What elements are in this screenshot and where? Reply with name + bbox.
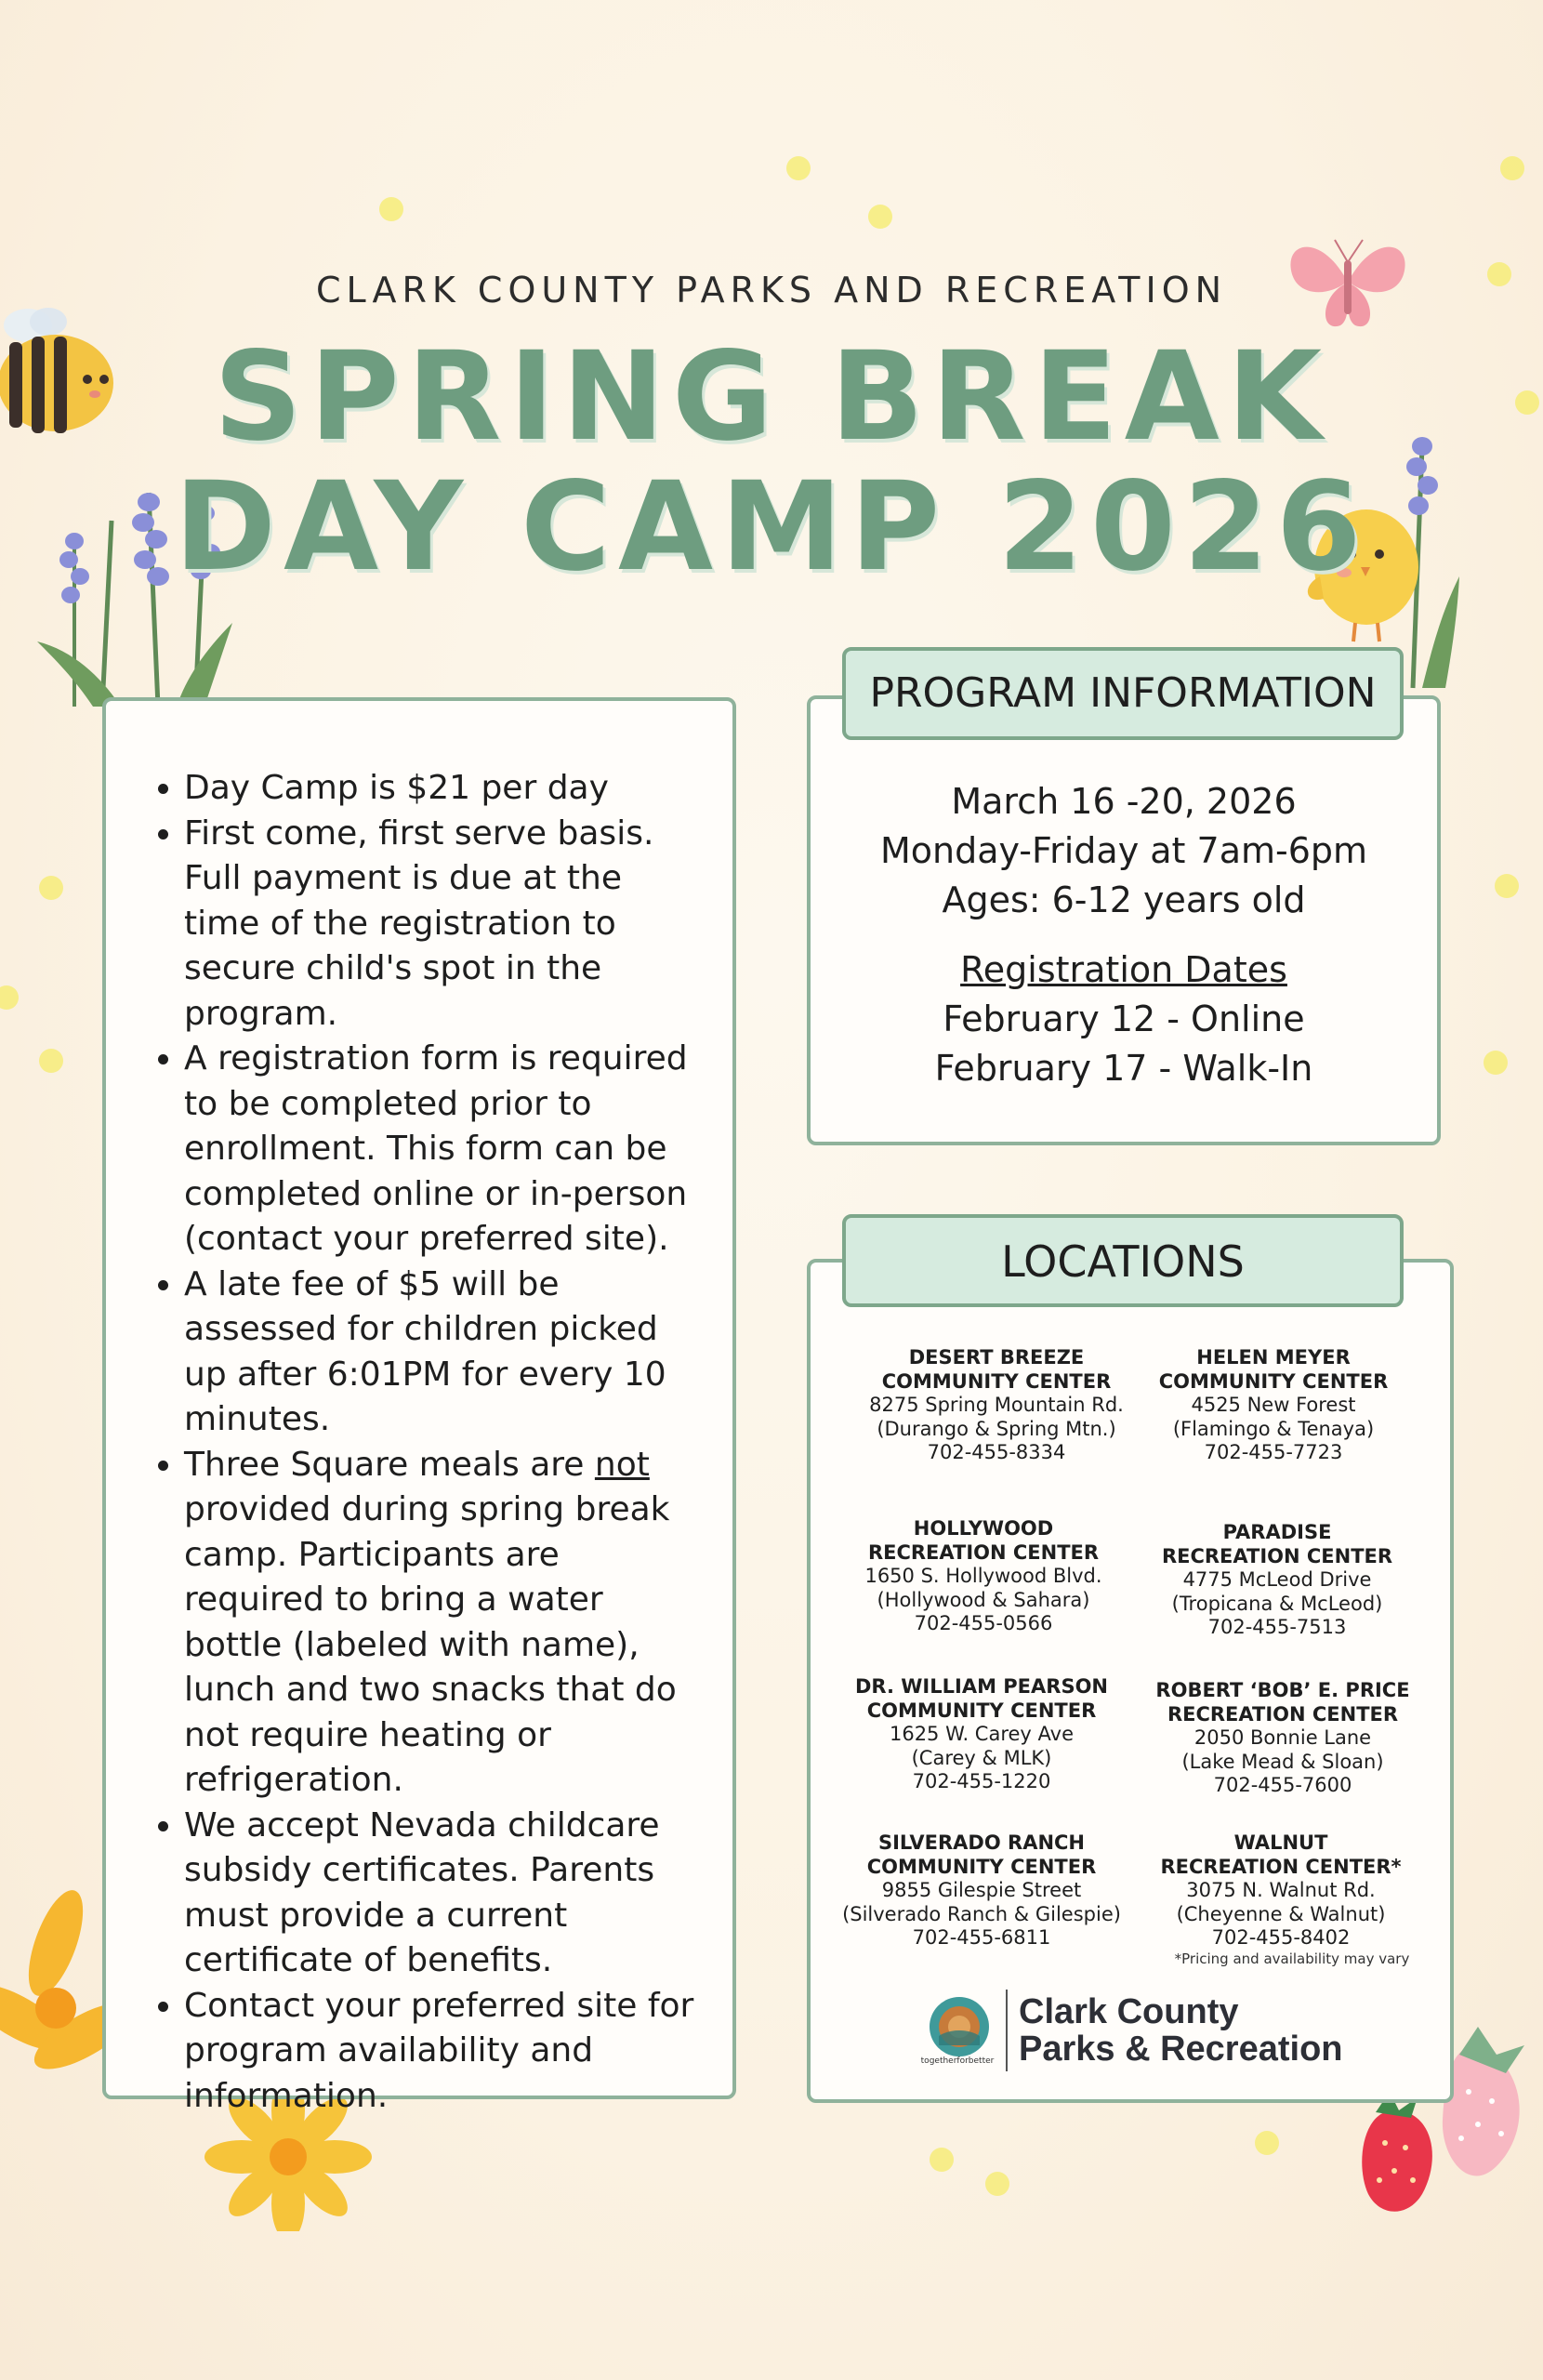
location-name: RECREATION CENTER — [1161, 1544, 1393, 1567]
location-phone: 702-455-8402 — [1211, 1926, 1351, 1949]
yellow-dot — [39, 876, 63, 900]
location-name: RECREATION CENTER — [1167, 1702, 1399, 1726]
yellow-dot — [1495, 874, 1519, 898]
location-address: 1625 W. Carey Ave — [889, 1723, 1075, 1745]
logo-tagline: togetherforbetter — [920, 2056, 995, 2066]
registration-online: February 12 - Online — [943, 998, 1305, 1039]
location-name: HELEN MEYER — [1196, 1346, 1351, 1368]
location-cross-streets: (Lake Mead & Sloan) — [1181, 1750, 1384, 1773]
list-item: • First come, first serve basis. Full payment is due at the time of the registration to secure child's spot in the program. — [184, 812, 705, 1038]
logo-wordmark — [1019, 1993, 1343, 2068]
list-item — [184, 1443, 705, 1804]
title-line-1: SPRING BREAK — [213, 325, 1330, 469]
logo-divider — [1006, 1990, 1008, 2071]
location-phone: 702-455-7513 — [1207, 1616, 1347, 1638]
location-entry — [1132, 1831, 1430, 1950]
logo-line-2: Parks & Recreation — [1019, 2030, 1343, 2069]
location-phone: 702-455-1220 — [912, 1770, 1051, 1792]
location-entry — [1125, 1346, 1422, 1465]
location-name: DR. WILLIAM PEARSON — [854, 1675, 1108, 1698]
title-line-2: DAY CAMP 2026 — [174, 456, 1369, 599]
list-item: • We accept Nevada childcare subsidy certificates. Parents must provide a current certificate of benefits. — [184, 1804, 705, 1984]
location-cross-streets: (Hollywood & Sahara) — [877, 1588, 1090, 1611]
yellow-dot — [1255, 2131, 1279, 2155]
list-item: • Contact your preferred site for program availability and information. — [184, 1984, 705, 2120]
location-cross-streets: (Durango & Spring Mtn.) — [877, 1417, 1116, 1440]
location-name: RECREATION CENTER — [867, 1540, 1100, 1564]
yellow-dot — [930, 2148, 954, 2172]
location-entry — [1128, 1521, 1426, 1640]
location-name: COMMUNITY CENTER — [881, 1369, 1112, 1393]
meals-text-start: Three Square meals are — [184, 1445, 595, 1484]
underlined-word: not — [594, 1445, 650, 1484]
yellow-dot — [1500, 156, 1524, 180]
location-name: HOLLYWOOD — [913, 1517, 1054, 1540]
location-name: RECREATION CENTER* — [1160, 1855, 1402, 1878]
program-ages: Ages: 6-12 years old — [942, 879, 1306, 920]
program-information-heading: PROGRAM INFORMATION — [842, 647, 1404, 740]
camp-details-list — [106, 701, 732, 2119]
list-item: • A late fee of $5 will be assessed for children picked up after 6:01PM for every 10 minutes. — [184, 1263, 705, 1443]
location-name: SILVERADO RANCH — [877, 1831, 1086, 1854]
location-entry — [833, 1675, 1130, 1794]
list-item: • A registration form is required to be completed prior to enrollment. This form can be completed online or in-person (contact your preferred site). — [184, 1037, 705, 1263]
location-phone: 702-455-8334 — [927, 1441, 1066, 1463]
location-address: 4525 New Forest — [1191, 1394, 1356, 1416]
location-cross-streets: (Silverado Ranch & Gilespie) — [842, 1902, 1121, 1925]
location-entry — [833, 1831, 1130, 1950]
yellow-dot — [0, 985, 19, 1010]
program-hours: Monday-Friday at 7am-6pm — [879, 830, 1368, 871]
yellow-dot — [39, 1049, 63, 1073]
location-name: ROBERT ‘BOB’ E. PRICE — [1155, 1679, 1410, 1701]
location-phone: 702-455-0566 — [914, 1612, 1053, 1634]
pricing-note: *Pricing and availability may vary — [1174, 1950, 1410, 1967]
logo-line-1: Clark County — [1019, 1992, 1239, 2031]
location-name: DESERT BREEZE — [908, 1346, 1085, 1368]
yellow-dot — [868, 205, 892, 229]
yellow-dot — [786, 156, 811, 180]
program-information-body — [807, 777, 1441, 1093]
location-phone: 702-455-7600 — [1213, 1774, 1352, 1796]
clark-county-logo-icon — [926, 1993, 993, 2060]
location-phone: 702-455-7723 — [1204, 1441, 1343, 1463]
location-entry — [1134, 1679, 1431, 1798]
location-entry — [848, 1346, 1145, 1465]
yellow-dot — [379, 197, 403, 221]
location-address: 8275 Spring Mountain Rd. — [869, 1394, 1124, 1416]
yellow-dot — [985, 2172, 1009, 2196]
location-cross-streets: (Flamingo & Tenaya) — [1172, 1417, 1375, 1440]
locations-heading: LOCATIONS — [842, 1214, 1404, 1307]
location-cross-streets: (Carey & MLK) — [911, 1746, 1052, 1769]
location-address: 4775 McLeod Drive — [1182, 1568, 1372, 1591]
location-phone: 702-455-6811 — [912, 1926, 1051, 1949]
program-dates: March 16 -20, 2026 — [951, 781, 1297, 822]
registration-heading: Registration Dates — [960, 949, 1287, 990]
location-name: COMMUNITY CENTER — [1158, 1369, 1389, 1393]
location-address: 9855 Gilespie Street — [881, 1879, 1082, 1901]
location-cross-streets: (Cheyenne & Walnut) — [1176, 1902, 1386, 1925]
list-item: • Day Camp is $21 per day — [184, 766, 705, 812]
location-name: COMMUNITY CENTER — [866, 1855, 1097, 1878]
location-cross-streets: (Tropicana & McLeod) — [1171, 1592, 1383, 1615]
location-name: PARADISE — [1222, 1521, 1332, 1543]
location-address: 2050 Bonnie Lane — [1194, 1726, 1372, 1749]
camp-details-card — [102, 697, 736, 2115]
yellow-dot — [1484, 1051, 1508, 1075]
organization-name: CLARK COUNTY PARKS AND RECREATION — [315, 270, 1228, 311]
location-name: COMMUNITY CENTER — [866, 1699, 1097, 1722]
location-entry — [835, 1517, 1132, 1636]
location-name: WALNUT — [1233, 1831, 1328, 1854]
meals-text-end: provided during spring break camp. Participants are required to bring a water bottle (labeled with name), lunch and two snacks that do not require heating or refrigeration. — [184, 1490, 677, 1799]
location-address: 3075 N. Walnut Rd. — [1186, 1879, 1376, 1901]
location-address: 1650 S. Hollywood Blvd. — [864, 1565, 1102, 1587]
registration-walkin: February 17 - Walk-In — [934, 1048, 1313, 1089]
